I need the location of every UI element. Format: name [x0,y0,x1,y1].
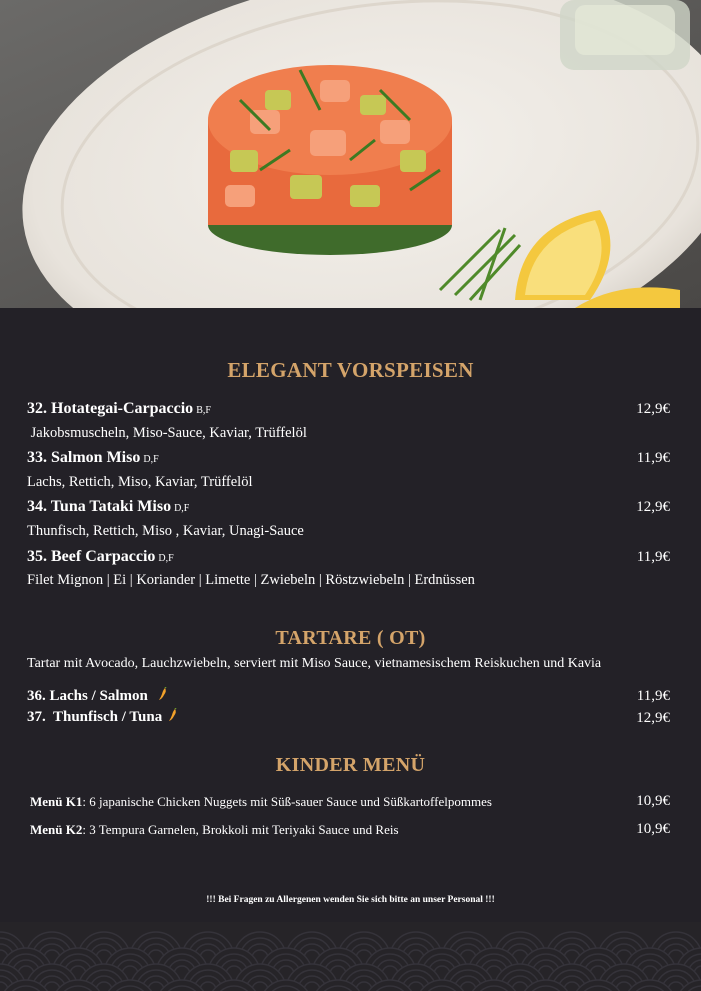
menu-item-34-price: 12,9€ [636,499,670,515]
menu-item-35-desc: Filet Mignon | Ei | Koriander | Limette | Zwiebeln | Röstzwiebeln | Erdnüssen [27,572,475,588]
menu-item-33-name [27,449,159,467]
menu-item-32-price: 12,9€ [636,401,670,417]
menu-item-37-price: 12,9€ [636,710,670,726]
menu-item-36-price: 11,9€ [636,688,670,704]
menu-item-32-name [27,400,211,418]
menu-item-36-name [27,687,168,706]
kinder-item-desc: : 3 Tempura Garnelen, Brokkoli mit Teriyaki Sauce und Reis [82,822,399,837]
allergen-codes: B,F [196,405,211,416]
menu-item-33-desc: Lachs, Rettich, Miso, Kaviar, Trüffelöl [27,474,253,490]
kinder-item-label: Menü K1 [30,794,83,809]
item-name-text: 35. Beef Carpaccio [27,548,156,565]
menu-item-34-name [27,498,189,516]
footer-wave-pattern [0,922,701,991]
kinder-item-k1 [30,794,492,810]
chili-icon [168,708,178,727]
item-name-text: 36. Lachs / Salmon [27,687,148,704]
item-name-text: 33. Salmon Miso [27,449,141,466]
seigaiha-pattern [0,922,701,991]
menu-item-32-desc: Jakobsmuscheln, Miso-Sauce, Kaviar, Trüffelöl [27,425,307,441]
menu-item-33-price: 11,9€ [636,450,670,466]
kinder-item-k2 [30,822,399,838]
menu-panel [0,308,701,922]
item-name-text: 32. Hotategai-Carpaccio [27,400,194,417]
allergen-codes: D,F [158,553,174,564]
kinder-item-label: Menü K2 [30,822,83,837]
kinder-item-k2-price: 10,9€ [636,821,670,837]
item-name-text: 34. Tuna Tataki Miso [27,498,172,515]
tartare-desc: Tartar mit Avocado, Lauchzwiebeln, serviert mit Miso Sauce, vietnamesischem Reiskuchen und Kavia [27,656,602,671]
allergen-codes: D,F [174,503,190,514]
allergen-codes: D,F [143,454,159,465]
section-title-kinder: KINDER MENÜ [275,754,426,776]
hero-image [0,0,701,308]
menu-item-35-name [27,548,174,566]
allergen-note: !!! Bei Fragen zu Allergenen wenden Sie sich bitte an unser Personal !!! [206,895,495,905]
salmon-tartare-photo [0,0,701,308]
menu-item-35-price: 11,9€ [636,549,670,565]
kinder-item-desc: : 6 japanische Chicken Nuggets mit Süß-sauer Sauce und Süßkartoffelpommes [82,794,492,809]
chili-icon [158,687,168,706]
item-name-text: 37. Thunfisch / Tuna [27,708,163,725]
menu-item-37-name [27,708,178,727]
section-title-tartare: TARTARE ( OT) [275,627,426,649]
menu-item-34-desc: Thunfisch, Rettich, Miso , Kaviar, Unagi-Sauce [27,523,304,539]
kinder-item-k1-price: 10,9€ [636,793,670,809]
section-title-vorspeisen: ELEGANT VORSPEISEN [227,358,474,382]
